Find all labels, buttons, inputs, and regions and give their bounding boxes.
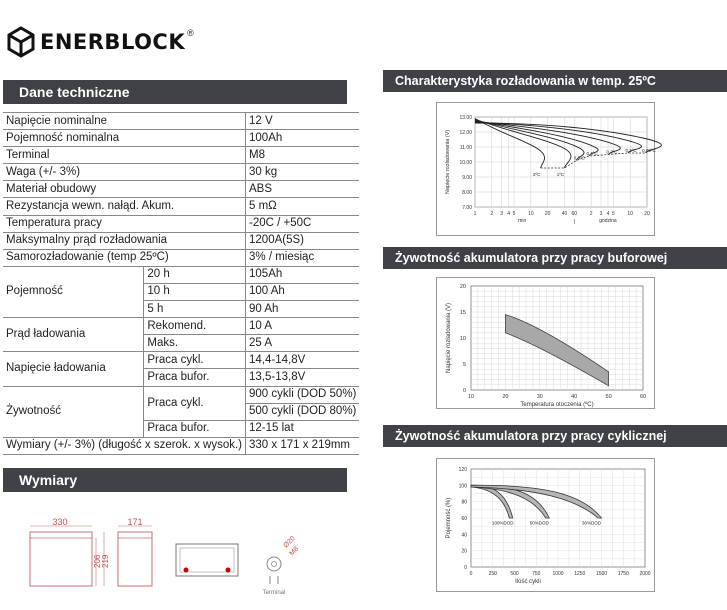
height-dim-2: 219 xyxy=(101,554,110,568)
dimensions-value: 330 x 171 x 219mm xyxy=(246,437,360,454)
x-tick-label: 5 xyxy=(611,211,615,217)
table-row xyxy=(3,215,359,232)
table-row xyxy=(3,232,359,249)
charge-current-label: Prąd ładowania xyxy=(3,318,144,352)
y-tick-label: 40 xyxy=(461,532,467,539)
x-tick-label: 40 xyxy=(571,394,578,400)
spec-value: 5 mΩ xyxy=(246,198,360,215)
spec-label: Waga (+/- 3%) xyxy=(3,164,246,181)
table-row xyxy=(3,198,359,215)
capacity-value: 105Ah xyxy=(246,266,360,283)
charge-voltage-value: 13,5-13,8V xyxy=(246,369,360,386)
y-tick-label: 0 xyxy=(462,388,466,394)
curve-label: 0,6ºC xyxy=(573,155,585,161)
table-row xyxy=(3,164,359,181)
lifetime-value: 12-15 lat xyxy=(246,420,360,437)
curve-label: 0,1ºC xyxy=(625,148,637,153)
x-tick-label: 750 xyxy=(532,571,541,577)
battery-side-view xyxy=(118,532,152,586)
capacity-sub: 10 h xyxy=(144,283,246,300)
spec-label: Napięcie nominalne xyxy=(3,113,246,130)
x-tick-label: 4 xyxy=(507,211,511,217)
dims-section-header xyxy=(3,468,347,492)
chart3-title: Żywotność akumulatora przy pracy cyklicznej xyxy=(395,429,667,443)
y-tick-label: 7.00 xyxy=(462,205,472,211)
charge-voltage-sub: Praca cykl. xyxy=(144,352,246,369)
buffer-life-chart xyxy=(437,278,654,408)
battery-front-view xyxy=(30,532,92,586)
table-row xyxy=(3,318,359,335)
lifetime-label: Żywotność xyxy=(3,386,144,437)
y-tick-label: 9.00 xyxy=(462,175,472,181)
terminal-thread: M8 xyxy=(288,545,301,558)
y-tick-label: 60 xyxy=(461,516,467,522)
spec-label: Rezystancja wewn. nałąd. Akum. xyxy=(3,198,246,215)
x-tick-label: 250 xyxy=(488,571,497,577)
spec-value: ABS xyxy=(246,181,360,198)
lifetime-value: 900 cykli (DOD 50%) xyxy=(246,386,360,403)
table-row xyxy=(3,386,359,403)
charge-voltage-value: 14,4-14,8V xyxy=(246,352,360,369)
y-axis-label: Napięcie rozładowania (V) xyxy=(445,129,451,195)
lifetime-sub-cyclic: Praca cykl. xyxy=(144,386,246,420)
x-tick-label: 20 xyxy=(502,394,509,400)
x-tick-label: 10 xyxy=(627,211,633,217)
terminal-label: Terminal xyxy=(262,590,286,596)
charge-voltage-label: Napięcie ładowania xyxy=(3,352,144,386)
terminal-negative xyxy=(184,568,189,573)
x-unit-label: min xyxy=(518,218,527,224)
x-tick-label: 10 xyxy=(467,394,475,400)
x-tick-label: 60 xyxy=(571,211,578,217)
chart1-title: Charakterystyka rozładowania w temp. 25ºC xyxy=(395,74,656,88)
x-tick-label: 1250 xyxy=(574,571,586,577)
dimensions-label: Wymiary (+/- 3%) (długość x szerok. x wysok.) xyxy=(3,437,246,454)
chart3-panel xyxy=(436,458,655,592)
y-tick-label: 100 xyxy=(458,483,467,490)
table-row xyxy=(3,147,359,164)
chart3-title-bar xyxy=(383,425,727,447)
capacity-sub: 20 h xyxy=(144,266,246,283)
height-dim-1: 206 xyxy=(93,554,102,568)
spec-label: Materiał obudowy xyxy=(3,181,246,198)
x-tick-label: 50 xyxy=(605,394,612,400)
x-unit-label: godzina xyxy=(599,218,617,224)
charge-current-value: 25 A xyxy=(246,335,360,352)
cube-logo-icon xyxy=(6,26,36,58)
x-tick-label: 1750 xyxy=(617,571,629,577)
cycle-life-chart xyxy=(437,459,654,591)
x-tick-label: 2 xyxy=(490,211,494,217)
discharge-chart xyxy=(437,103,654,235)
tech-section-header xyxy=(3,80,347,104)
capacity-label: Pojemność xyxy=(3,266,144,317)
capacity-sub: 5 h xyxy=(144,301,246,318)
spec-table xyxy=(3,112,359,455)
spec-value: 100Ah xyxy=(246,130,360,147)
curve-label: 30%DOD xyxy=(581,520,602,526)
curve-label: 2ºC xyxy=(532,172,541,177)
y-axis-label: Napięcie rozładowania (V) xyxy=(446,302,452,374)
dims-section-title: Wymiary xyxy=(19,472,78,488)
length-dim: 330 xyxy=(52,517,68,527)
y-tick-label: 15 xyxy=(459,310,466,316)
table-row xyxy=(3,181,359,198)
spec-value: -20C / +50C xyxy=(246,215,360,232)
x-tick-label: 3 xyxy=(500,211,504,217)
tech-section-title: Dane techniczne xyxy=(19,84,130,100)
brand-name: ENERBLOCK xyxy=(40,30,186,54)
charge-voltage-sub: Praca bufor. xyxy=(144,369,246,386)
curve-label: 0,4ºC xyxy=(586,151,598,156)
x-tick-label: 60 xyxy=(639,394,647,400)
table-row xyxy=(3,437,359,454)
table-row xyxy=(3,249,359,266)
chart1-title-bar xyxy=(383,70,727,92)
charge-current-sub: Rekomend. xyxy=(144,318,246,335)
curve-label: 50%DOD xyxy=(529,520,549,526)
spec-value: 1200A(5S) xyxy=(246,232,360,249)
x-tick-label: 3 xyxy=(599,211,603,217)
x-tick-label: 1000 xyxy=(552,571,564,577)
spec-label: Terminal xyxy=(3,147,246,164)
table-row xyxy=(3,266,359,283)
spec-value: 12 V xyxy=(246,113,360,130)
x-tick-label: 5 xyxy=(512,211,516,217)
brand-logo xyxy=(6,26,196,58)
spec-value: M8 xyxy=(246,147,360,164)
y-tick-label: 120 xyxy=(458,467,467,473)
x-tick-label: 4 xyxy=(606,211,610,217)
x-axis-label: Ilość cykli xyxy=(515,579,541,585)
x-tick-label: 2 xyxy=(589,211,593,217)
capacity-value: 90 Ah xyxy=(246,301,360,318)
y-tick-label: 12.00 xyxy=(459,130,472,136)
x-tick-label: 40 xyxy=(561,211,568,217)
x-tick-label: 1500 xyxy=(595,571,608,577)
y-tick-label: 0 xyxy=(464,565,467,571)
terminal-diameter: Ø20 xyxy=(282,535,297,550)
terminal-detail xyxy=(267,557,281,571)
y-tick-label: 10 xyxy=(459,336,466,342)
chart2-title: Żywotność akumulatora przy pracy buforowej xyxy=(395,251,668,265)
x-tick-label: 30 xyxy=(536,394,543,400)
spec-label: Maksymalny prąd rozładowania xyxy=(3,232,246,249)
y-tick-label: 80 xyxy=(461,499,467,506)
lifetime-value: 500 cykli (DOD 80%) xyxy=(246,403,360,420)
spec-label: Pojemność nominalna xyxy=(3,130,246,147)
brand-registered-mark: ® xyxy=(187,28,194,38)
terminal-positive xyxy=(226,568,231,573)
curve-label: 0,2ºC xyxy=(606,149,618,155)
x-tick-label: 0 xyxy=(469,571,473,577)
x-tick-label: 10 xyxy=(528,211,534,217)
table-row xyxy=(3,113,359,130)
x-tick-label: 20 xyxy=(644,211,650,217)
charge-current-sub: Maks. xyxy=(144,335,246,352)
dimension-drawing xyxy=(0,512,330,610)
y-tick-label: 5 xyxy=(462,362,466,368)
x-tick-label: 2000 xyxy=(639,571,651,577)
y-axis-label: Pojemność (%) xyxy=(446,497,452,539)
table-row xyxy=(3,130,359,147)
curve-label: 0,05ºC xyxy=(642,148,656,153)
x-axis-label: Temperatura otoczenia (ºC) xyxy=(520,402,594,408)
charge-current-value: 10 A xyxy=(246,318,360,335)
y-tick-label: 8.00 xyxy=(462,190,472,196)
spec-label: Samorozładowanie (temp 25ºC) xyxy=(3,249,246,266)
y-tick-label: 11.00 xyxy=(459,145,472,151)
x-tick-label: 1 xyxy=(473,211,477,217)
x-tick-label: 20 xyxy=(544,211,551,217)
width-dim: 171 xyxy=(127,517,143,527)
y-tick-label: 10.00 xyxy=(459,160,472,166)
chart2-panel xyxy=(436,277,655,409)
spec-value: 3% / miesiąc xyxy=(246,249,360,266)
x-tick-label: 500 xyxy=(510,571,519,577)
table-row xyxy=(3,352,359,369)
curve-label: 1ºC xyxy=(556,172,565,177)
lifetime-sub-buffer: Praca bufor. xyxy=(144,420,246,437)
curve-label: 100%DOD xyxy=(492,520,514,526)
y-tick-label: 20 xyxy=(459,284,466,290)
y-tick-label: 13.00 xyxy=(459,115,472,121)
capacity-value: 100 Ah xyxy=(246,283,360,300)
chart1-panel xyxy=(436,102,655,236)
chart2-title-bar xyxy=(383,247,727,269)
spec-value: 30 kg xyxy=(246,164,360,181)
spec-label: Temperatura pracy xyxy=(3,215,246,232)
y-tick-label: 20 xyxy=(461,548,467,555)
